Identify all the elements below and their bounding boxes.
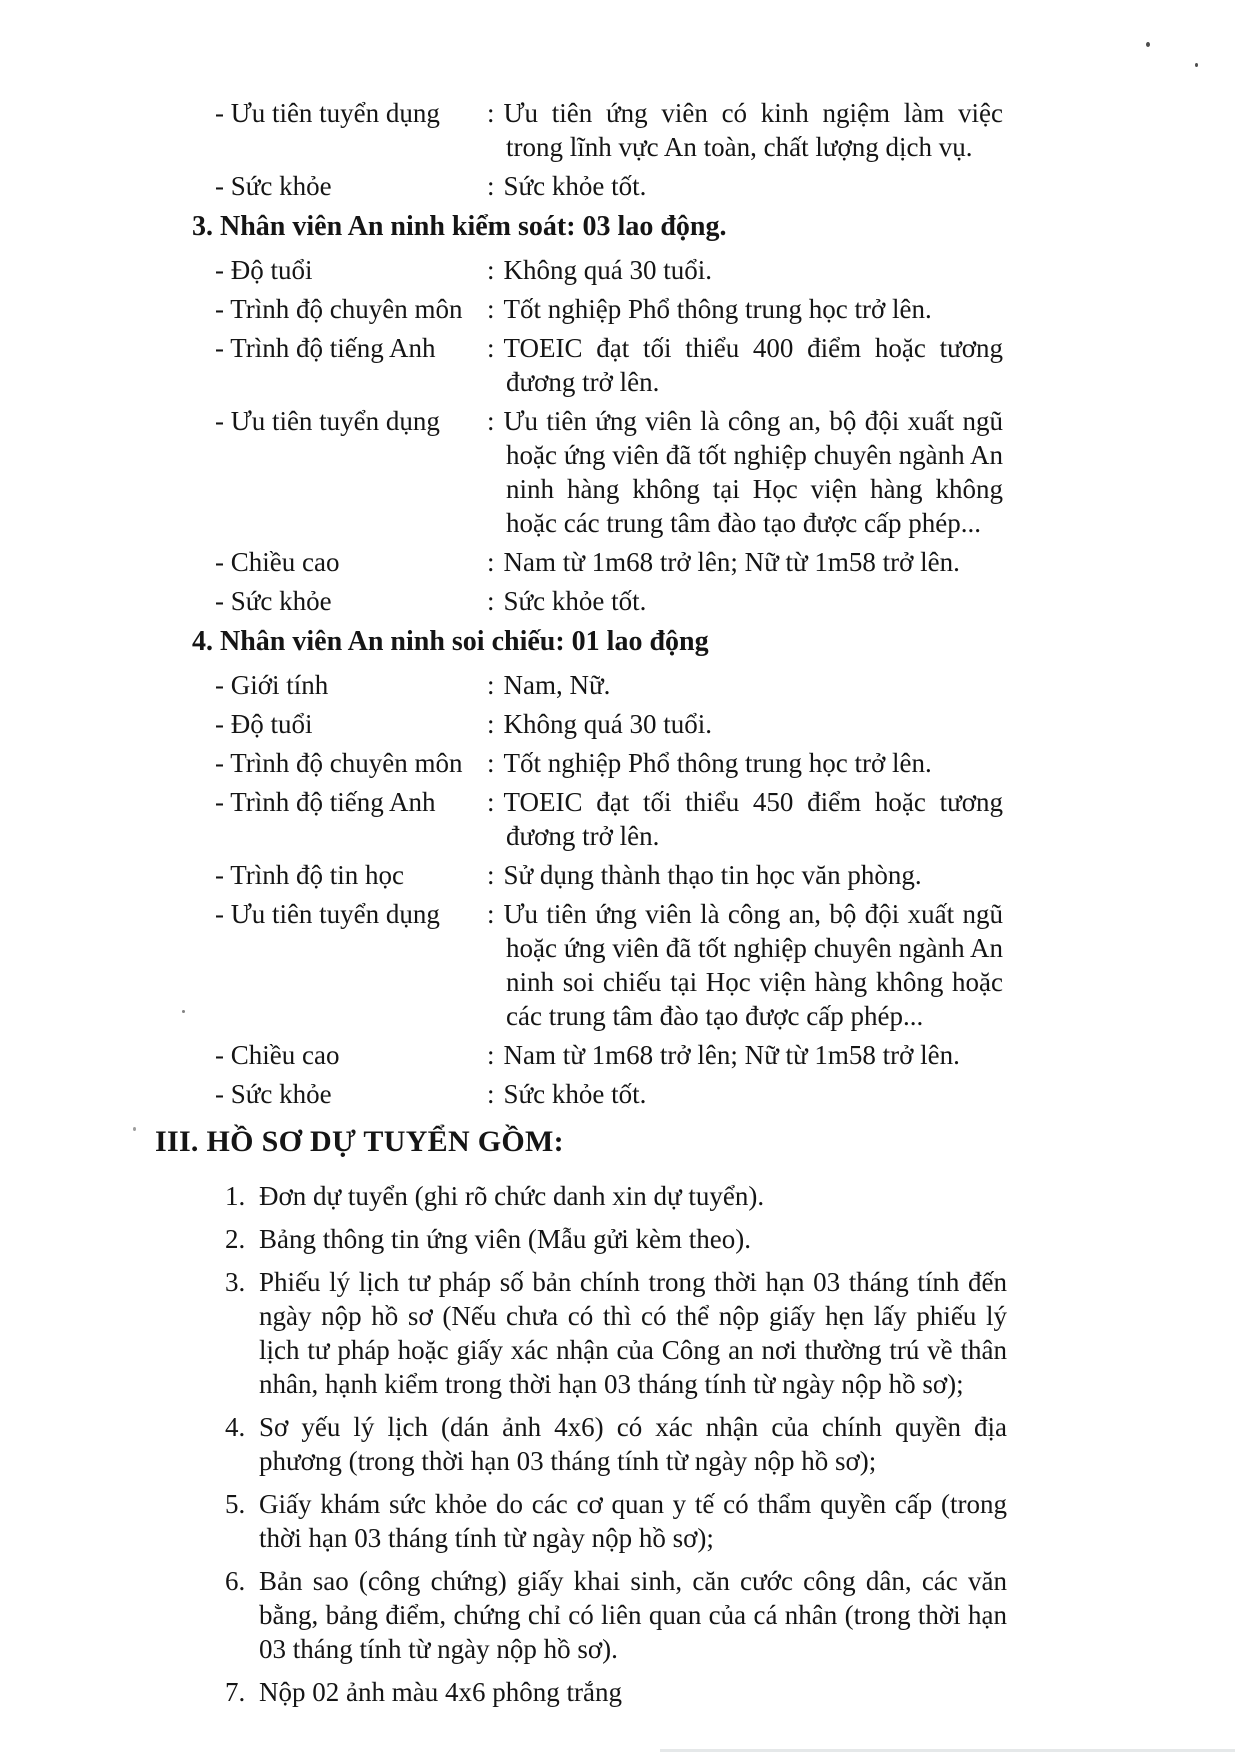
- requirement-row: [215, 1077, 1241, 1111]
- dossier-list: [225, 1179, 1241, 1709]
- scan-speck: [1195, 63, 1198, 67]
- requirement-row: [215, 668, 1241, 702]
- colon-separator: :: [487, 547, 495, 577]
- dossier-item-text: Bản sao (công chứng) giấy khai sinh, căn cước công dân, các văn bằng, bảng điểm, chứng chỉ có liên quan của cá nhân (trong thời hạn 03 tháng tính từ ngày nộp hồ sơ).: [259, 1566, 1007, 1664]
- requirement-value-text: Ưu tiên ứng viên là công an, bộ đội xuất ngũ hoặc ứng viên đã tốt nghiệp chuyên ngành An ninh soi chiếu tại Học viện hàng không hoặc các trung tâm đào tạo được cấp phép...: [503, 899, 1003, 1031]
- colon-separator: :: [487, 787, 495, 817]
- requirement-row: [215, 584, 1241, 618]
- job-section-4-spec-block: [215, 668, 1241, 1111]
- scan-speck: [182, 1010, 185, 1013]
- dossier-item-text: Đơn dự tuyển (ghi rõ chức danh xin dự tuyển).: [259, 1181, 765, 1211]
- requirement-label: - Ưu tiên tuyển dụng: [215, 406, 440, 436]
- requirement-value: [487, 668, 1003, 702]
- dossier-item: [225, 1487, 1241, 1555]
- dossier-item-number: 5.: [225, 1489, 246, 1519]
- dossier-item: [225, 1564, 1241, 1666]
- colon-separator: :: [487, 1079, 495, 1109]
- requirement-value: [487, 96, 1003, 164]
- colon-separator: :: [487, 98, 495, 128]
- dossier-heading: III. HỒ SƠ DỰ TUYỂN GỒM:: [155, 1125, 564, 1158]
- dossier-item-text: Phiếu lý lịch tư pháp số bản chính trong thời hạn 03 tháng tính đến ngày nộp hồ sơ (Nếu chưa có thì có thể nộp giấy hẹn lấy phiếu lý lịch tư pháp hoặc giấy xác nhận của Công an nơi thường trú về thân nhân, hạnh kiểm trong thời hạn 03 tháng tính từ ngày nộp hồ sơ);: [259, 1267, 1007, 1399]
- requirement-value: [487, 1077, 1003, 1111]
- requirement-row: [215, 96, 1241, 164]
- requirement-label: - Ưu tiên tuyển dụng: [215, 98, 440, 128]
- requirement-label: - Trình độ tiếng Anh: [215, 787, 436, 817]
- requirement-row: [215, 858, 1241, 892]
- requirement-label: - Độ tuổi: [215, 709, 313, 739]
- requirement-value: [487, 707, 1003, 741]
- requirement-value-text: Sức khỏe tốt.: [503, 1079, 647, 1109]
- requirement-label: - Trình độ chuyên môn: [215, 294, 463, 324]
- requirement-value-text: Không quá 30 tuổi.: [503, 255, 713, 285]
- requirement-label: - Trình độ chuyên môn: [215, 748, 463, 778]
- requirement-label: - Sức khỏe: [215, 171, 332, 201]
- requirement-row: [215, 292, 1241, 326]
- scan-speck: [133, 1127, 136, 1131]
- requirement-row: [215, 785, 1241, 853]
- requirement-value-text: TOEIC đạt tối thiểu 400 điểm hoặc tương đương trở lên.: [503, 333, 1003, 397]
- job-section-3-spec-block: [215, 253, 1241, 618]
- dossier-item-text: Nộp 02 ảnh màu 4x6 phông trắng: [259, 1677, 622, 1707]
- job-section-heading-4: 4. Nhân viên An ninh soi chiếu: 01 lao động: [192, 626, 709, 657]
- requirement-value: [487, 858, 1003, 892]
- scan-speck: [1146, 42, 1150, 47]
- dossier-item-number: 7.: [225, 1677, 246, 1707]
- requirement-label: - Trình độ tiếng Anh: [215, 333, 436, 363]
- dossier-item: [225, 1410, 1241, 1478]
- requirement-value-text: Nam từ 1m68 trở lên; Nữ từ 1m58 trở lên.: [503, 547, 960, 577]
- requirement-value-text: Tốt nghiệp Phổ thông trung học trở lên.: [503, 294, 932, 324]
- requirement-label: - Độ tuổi: [215, 255, 313, 285]
- colon-separator: :: [487, 171, 495, 201]
- requirement-row: [215, 897, 1241, 1033]
- dossier-item-text: Sơ yếu lý lịch (dán ảnh 4x6) có xác nhận của chính quyền địa phương (trong thời hạn 03 tháng tính từ ngày nộp hồ sơ);: [259, 1412, 1007, 1476]
- dossier-item-number: 1.: [225, 1181, 246, 1211]
- requirement-value: [487, 292, 1003, 326]
- colon-separator: :: [487, 255, 495, 285]
- colon-separator: :: [487, 333, 495, 363]
- requirement-row: [215, 404, 1241, 540]
- requirement-row: [215, 1038, 1241, 1072]
- requirement-label: - Giới tính: [215, 670, 329, 700]
- requirement-value: [487, 584, 1003, 618]
- requirement-value-text: Nam từ 1m68 trở lên; Nữ từ 1m58 trở lên.: [503, 1040, 960, 1070]
- continuation-spec-block: [215, 96, 1241, 203]
- colon-separator: :: [487, 406, 495, 436]
- requirement-value: [487, 253, 1003, 287]
- dossier-item-number: 3.: [225, 1267, 246, 1297]
- dossier-item: [225, 1179, 1241, 1213]
- requirement-value: [487, 746, 1003, 780]
- requirement-value-text: Nam, Nữ.: [503, 670, 611, 700]
- requirement-value-text: Sử dụng thành thạo tin học văn phòng.: [503, 860, 922, 890]
- dossier-item-number: 4.: [225, 1412, 246, 1442]
- requirement-label: - Chiều cao: [215, 1040, 340, 1070]
- requirement-label: - Trình độ tin học: [215, 860, 405, 890]
- colon-separator: :: [487, 670, 495, 700]
- dossier-item: [225, 1265, 1241, 1401]
- requirement-label: - Sức khỏe: [215, 586, 332, 616]
- scan-smudge: [660, 1749, 1235, 1752]
- requirement-value: [487, 331, 1003, 399]
- dossier-item: [225, 1222, 1241, 1256]
- requirement-label: - Sức khỏe: [215, 1079, 332, 1109]
- colon-separator: :: [487, 294, 495, 324]
- requirement-value-text: Tốt nghiệp Phổ thông trung học trở lên.: [503, 748, 932, 778]
- colon-separator: :: [487, 1040, 495, 1070]
- requirement-value: [487, 545, 1003, 579]
- colon-separator: :: [487, 899, 495, 929]
- dossier-item: [225, 1675, 1241, 1709]
- requirement-value: [487, 1038, 1003, 1072]
- requirement-value-text: Ưu tiên ứng viên có kinh ngiệm làm việc trong lĩnh vực An toàn, chất lượng dịch vụ.: [503, 98, 1003, 162]
- requirement-value: [487, 785, 1003, 853]
- requirement-row: [215, 707, 1241, 741]
- requirement-row: [215, 169, 1241, 203]
- dossier-item-number: 2.: [225, 1224, 246, 1254]
- requirement-value-text: Ưu tiên ứng viên là công an, bộ đội xuất ngũ hoặc ứng viên đã tốt nghiệp chuyên ngành An ninh hàng không tại Học viện hàng không hoặc các trung tâm đào tạo được cấp phép...: [503, 406, 1003, 538]
- requirement-value: [487, 169, 1003, 203]
- job-section-heading-3: 3. Nhân viên An ninh kiểm soát: 03 lao động.: [192, 211, 727, 242]
- requirement-row: [215, 746, 1241, 780]
- colon-separator: :: [487, 709, 495, 739]
- dossier-item-text: Giấy khám sức khỏe do các cơ quan y tế có thẩm quyền cấp (trong thời hạn 03 tháng tính từ ngày nộp hồ sơ);: [259, 1489, 1007, 1553]
- requirement-row: [215, 545, 1241, 579]
- requirement-value: [487, 897, 1003, 1033]
- requirement-value-text: TOEIC đạt tối thiểu 450 điểm hoặc tương đương trở lên.: [503, 787, 1003, 851]
- requirement-row: [215, 331, 1241, 399]
- colon-separator: :: [487, 860, 495, 890]
- requirement-label: - Ưu tiên tuyển dụng: [215, 899, 440, 929]
- requirement-row: [215, 253, 1241, 287]
- requirement-value-text: Sức khỏe tốt.: [503, 586, 647, 616]
- colon-separator: :: [487, 586, 495, 616]
- dossier-item-number: 6.: [225, 1566, 246, 1596]
- requirement-value-text: Không quá 30 tuổi.: [503, 709, 713, 739]
- requirement-label: - Chiều cao: [215, 547, 340, 577]
- requirement-value: [487, 404, 1003, 540]
- requirement-value-text: Sức khỏe tốt.: [503, 171, 647, 201]
- colon-separator: :: [487, 748, 495, 778]
- dossier-item-text: Bảng thông tin ứng viên (Mẫu gửi kèm theo).: [259, 1224, 751, 1254]
